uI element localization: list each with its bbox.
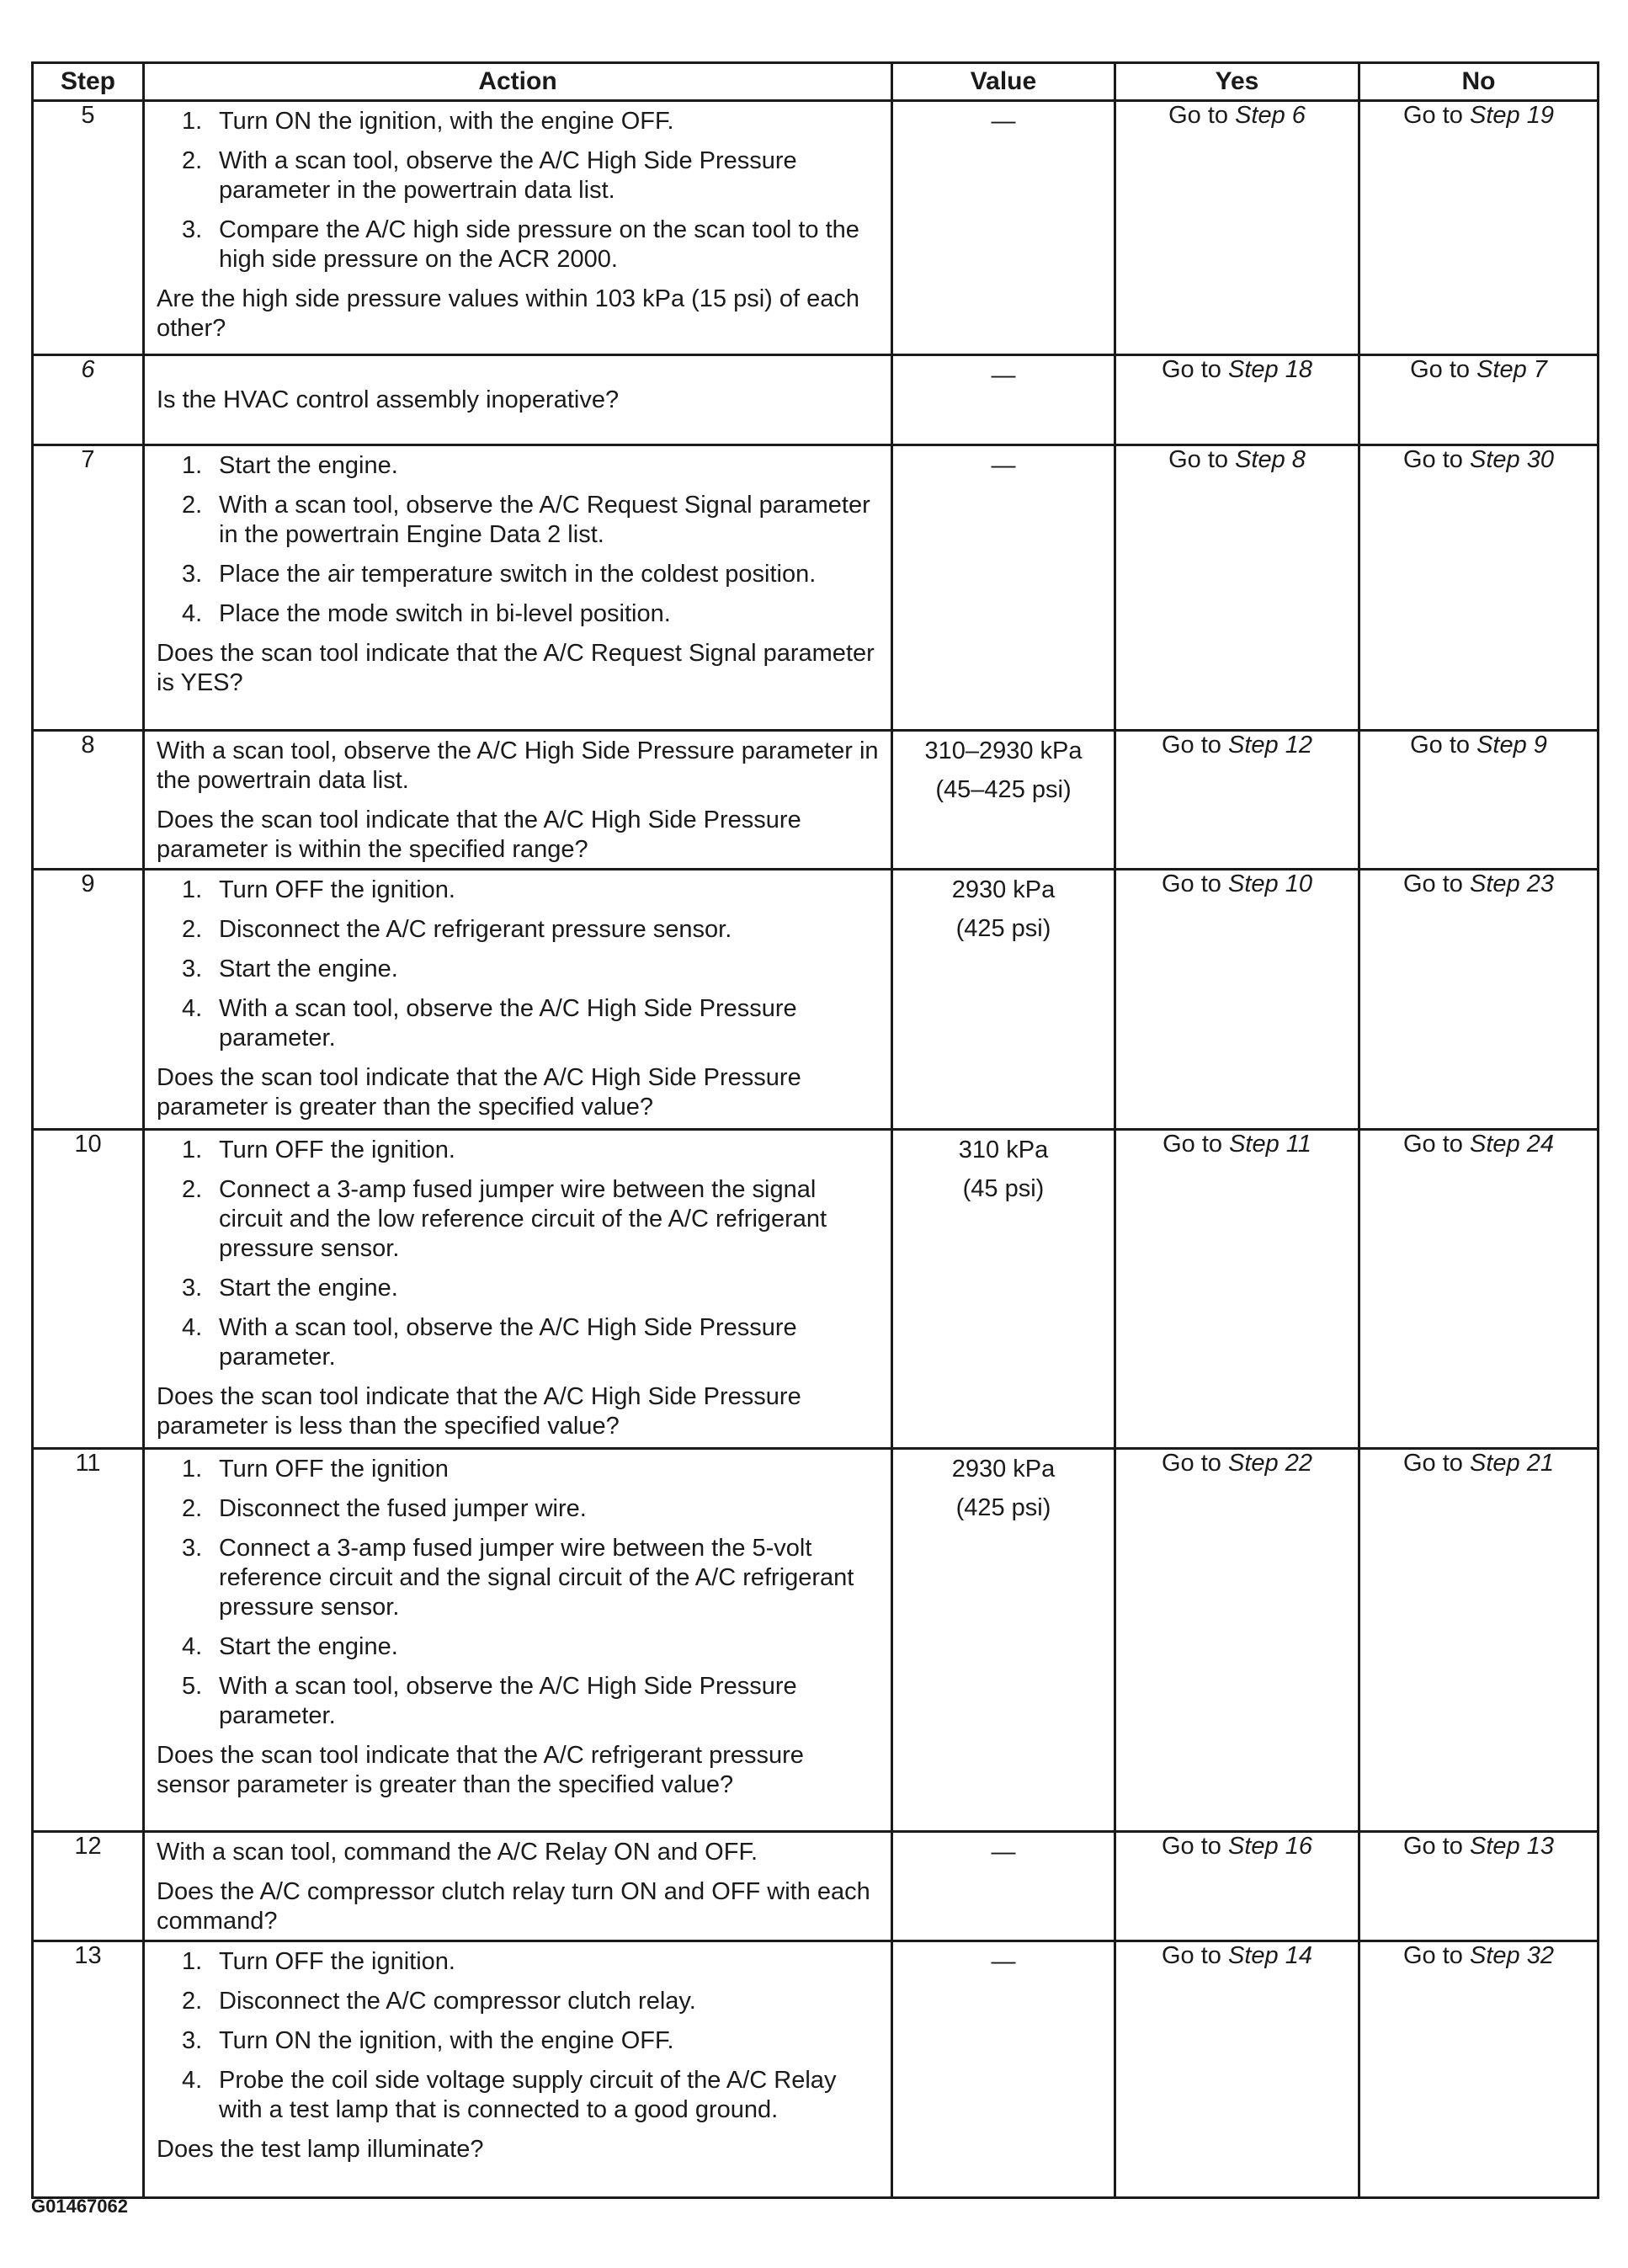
step-number: 13 (33, 1941, 144, 2198)
action-question: Is the HVAC control assembly inoperative? (157, 386, 620, 413)
action-cell (144, 445, 892, 731)
instruction-text: Turn OFF the ignition. (219, 1137, 455, 1163)
goto-step: Step 19 (1470, 102, 1554, 129)
no-cell (1359, 1130, 1599, 1449)
table-row (33, 1941, 1599, 2198)
yes-cell (1115, 1130, 1359, 1449)
instruction-number: 4. (182, 1633, 203, 1660)
action-content (145, 356, 891, 444)
instruction-text: Turn OFF the ignition. (219, 1948, 455, 1975)
instruction-item (157, 491, 879, 550)
instruction-text: Place the air temperature switch in the coldest position. (219, 561, 817, 588)
action-question: Does the scan tool indicate that the A/C High Side Pressure parameter is greater than the specified value? (157, 1064, 801, 1121)
value-cell (892, 1832, 1115, 1941)
goto-label: Go to (1162, 1833, 1221, 1860)
goto-no (1360, 1131, 1597, 1162)
instruction-number: 1. (182, 1456, 203, 1483)
value-line: — (991, 362, 1016, 389)
instruction-number: 3. (182, 2027, 203, 2054)
instruction-item (157, 915, 879, 945)
figure-id: G01467062 (31, 2196, 128, 2217)
value-cell (892, 731, 1115, 870)
goto-label: Go to (1162, 1131, 1223, 1158)
action-text: With a scan tool, command the A/C Relay ON and OFF. (157, 1839, 758, 1866)
instruction-text: Compare the A/C high side pressure on the scan tool to the high side pressure on the ACR 2000. (219, 216, 859, 273)
value-line: (45 psi) (962, 1175, 1045, 1202)
yes-cell (1115, 445, 1359, 731)
instruction-text: Disconnect the A/C refrigerant pressure sensor. (219, 916, 732, 943)
goto-label: Go to (1403, 1450, 1463, 1477)
table-row (33, 1449, 1599, 1832)
instruction-number: 5. (182, 1673, 203, 1700)
instruction-text: Connect a 3-amp fused jumper wire between the signal circuit and the low reference circuit of the A/C refrigerant pressure sensor. (219, 1176, 827, 1262)
instruction-item (157, 2026, 879, 2056)
goto-no (1360, 102, 1597, 133)
instruction-number: 3. (182, 216, 203, 243)
instruction-text: With a scan tool, observe the A/C Request Signal parameter in the powertrain Engine Data 2 list. (219, 492, 870, 548)
goto-label: Go to (1162, 870, 1221, 897)
instruction-list (157, 107, 879, 274)
instruction-text: Turn ON the ignition, with the engine OFF. (219, 108, 674, 135)
goto-step: Step 6 (1235, 102, 1306, 129)
instruction-text: Turn ON the ignition, with the engine OFF. (219, 2027, 674, 2054)
value-line: (425 psi) (955, 1494, 1051, 1521)
goto-step: Step 7 (1476, 356, 1547, 383)
no-cell (1359, 870, 1599, 1130)
instruction-number: 2. (182, 916, 203, 943)
action-question: Does the test lamp illuminate? (157, 2136, 484, 2163)
instruction-item (157, 1313, 879, 1372)
goto-step: Step 9 (1476, 732, 1547, 759)
value-cell (892, 355, 1115, 445)
instruction-text: With a scan tool, observe the A/C High Side Pressure parameter. (219, 1673, 797, 1729)
action-question: Does the scan tool indicate that the A/C High Side Pressure parameter is within the specified range? (157, 807, 801, 863)
goto-no (1360, 732, 1597, 763)
instruction-item (157, 1632, 879, 1662)
action-text: With a scan tool, observe the A/C High Side Pressure parameter in the powertrain data list. (157, 737, 879, 794)
step-number: 11 (33, 1449, 144, 1832)
instruction-number: 2. (182, 492, 203, 519)
goto-step: Step 30 (1470, 446, 1554, 473)
instruction-number: 1. (182, 1948, 203, 1975)
diagnostic-table (31, 61, 1599, 2199)
instruction-number: 2. (182, 1988, 203, 2015)
instruction-text: Turn OFF the ignition. (219, 876, 455, 903)
instruction-item (157, 2066, 879, 2125)
step-number: 5 (33, 101, 144, 355)
instruction-number: 4. (182, 1314, 203, 1341)
instruction-item (157, 955, 879, 984)
value-line: — (991, 1948, 1016, 1975)
goto-label: Go to (1162, 356, 1221, 383)
instruction-text: Disconnect the fused jumper wire. (219, 1495, 587, 1522)
action-cell (144, 870, 892, 1130)
action-content (145, 102, 891, 347)
goto-label: Go to (1403, 102, 1463, 129)
no-cell (1359, 1941, 1599, 2198)
table-row (33, 1832, 1599, 1941)
no-cell (1359, 1832, 1599, 1941)
goto-label: Go to (1403, 1942, 1463, 1969)
goto-step: Step 23 (1470, 870, 1554, 897)
instruction-text: With a scan tool, observe the A/C High Side Pressure parameter in the powertrain data list. (219, 147, 797, 204)
instruction-list (157, 451, 879, 629)
instruction-number: 3. (182, 956, 203, 982)
value-line: 2930 kPa (951, 876, 1056, 903)
value-line: (45–425 psi) (935, 776, 1072, 803)
instruction-text: With a scan tool, observe the A/C High Side Pressure parameter. (219, 995, 797, 1051)
goto-yes (1116, 1833, 1358, 1864)
no-cell (1359, 1449, 1599, 1832)
instruction-item (157, 216, 879, 274)
instruction-item (157, 107, 879, 136)
goto-label: Go to (1162, 1942, 1221, 1969)
instruction-number: 1. (182, 108, 203, 135)
header-value: Value (892, 63, 1115, 101)
action-cell (144, 731, 892, 870)
goto-yes (1116, 1131, 1358, 1162)
goto-step: Step 12 (1228, 732, 1312, 759)
yes-cell (1115, 870, 1359, 1130)
value-line: 310 kPa (958, 1137, 1049, 1163)
instruction-item (157, 146, 879, 205)
goto-step: Step 8 (1235, 446, 1306, 473)
instruction-item (157, 1987, 879, 2016)
goto-label: Go to (1403, 870, 1463, 897)
instruction-number: 1. (182, 452, 203, 479)
goto-label: Go to (1410, 356, 1471, 383)
action-cell (144, 1941, 892, 2198)
instruction-item (157, 1494, 879, 1524)
step-number: 8 (33, 731, 144, 870)
goto-step: Step 21 (1470, 1450, 1554, 1477)
step-number: 6 (33, 355, 144, 445)
no-cell (1359, 731, 1599, 870)
value-line: 2930 kPa (951, 1456, 1056, 1483)
action-cell (144, 1130, 892, 1449)
instruction-item (157, 1672, 879, 1731)
header-row (33, 63, 1599, 101)
value-line: (425 psi) (955, 915, 1051, 942)
no-cell (1359, 445, 1599, 731)
goto-step: Step 22 (1228, 1450, 1312, 1477)
instruction-list (157, 1455, 879, 1731)
goto-no (1360, 1450, 1597, 1481)
goto-yes (1116, 732, 1358, 763)
value-cell (892, 101, 1115, 355)
value-line: — (991, 452, 1016, 479)
instruction-text: Start the engine. (219, 452, 398, 479)
instruction-item (157, 599, 879, 629)
yes-cell (1115, 1941, 1359, 2198)
action-content (145, 1450, 891, 1803)
instruction-item (157, 451, 879, 481)
value-cell (892, 1130, 1115, 1449)
instruction-number: 2. (182, 1495, 203, 1522)
step-number: 12 (33, 1832, 144, 1941)
instruction-item (157, 1534, 879, 1622)
goto-yes (1116, 1450, 1358, 1481)
goto-label: Go to (1168, 446, 1229, 473)
instruction-number: 1. (182, 1137, 203, 1163)
instruction-number: 3. (182, 1275, 203, 1302)
goto-no (1360, 870, 1597, 902)
goto-no (1360, 446, 1597, 477)
action-question: Does the scan tool indicate that the A/C High Side Pressure parameter is less than the specified value? (157, 1383, 801, 1440)
instruction-item (157, 560, 879, 589)
action-content (145, 732, 891, 868)
yes-cell (1115, 731, 1359, 870)
instruction-item (157, 1947, 879, 1977)
instruction-item (157, 994, 879, 1053)
action-cell (144, 1449, 892, 1832)
table-row (33, 1130, 1599, 1449)
goto-label: Go to (1410, 732, 1471, 759)
goto-step: Step 32 (1470, 1942, 1554, 1969)
no-cell (1359, 101, 1599, 355)
instruction-text: Turn OFF the ignition (219, 1456, 449, 1483)
goto-label: Go to (1168, 102, 1229, 129)
instruction-number: 4. (182, 995, 203, 1022)
instruction-number: 3. (182, 1535, 203, 1562)
instruction-text: Connect a 3-amp fused jumper wire between the 5-volt reference circuit and the signal circuit of the A/C refrigerant pressure sensor. (219, 1535, 854, 1621)
instruction-item (157, 1274, 879, 1303)
action-question: Does the scan tool indicate that the A/C Request Signal parameter is YES? (157, 640, 875, 696)
goto-label: Go to (1403, 1833, 1463, 1860)
yes-cell (1115, 355, 1359, 445)
goto-step: Step 13 (1470, 1833, 1554, 1860)
goto-yes (1116, 1942, 1358, 1973)
goto-label: Go to (1403, 446, 1463, 473)
value-cell (892, 445, 1115, 731)
action-question: Does the A/C compressor clutch relay turn ON and OFF with each command? (157, 1878, 870, 1935)
instruction-item (157, 876, 879, 905)
goto-step: Step 18 (1228, 356, 1312, 383)
table-row (33, 355, 1599, 445)
instruction-number: 1. (182, 876, 203, 903)
instruction-list (157, 1947, 879, 2125)
goto-step: Step 14 (1228, 1942, 1312, 1969)
action-content (145, 1131, 891, 1445)
step-number: 9 (33, 870, 144, 1130)
instruction-text: Probe the coil side voltage supply circuit of the A/C Relay with a test lamp that is connected to a good ground. (219, 2067, 837, 2123)
goto-label: Go to (1403, 1131, 1463, 1158)
action-cell (144, 355, 892, 445)
instruction-text: With a scan tool, observe the A/C High Side Pressure parameter. (219, 1314, 797, 1371)
instruction-item (157, 1455, 879, 1484)
instruction-number: 2. (182, 1176, 203, 1203)
instruction-number: 2. (182, 147, 203, 174)
goto-no (1360, 1833, 1597, 1864)
goto-yes (1116, 356, 1358, 387)
table-row (33, 445, 1599, 731)
goto-label: Go to (1162, 1450, 1221, 1477)
action-cell (144, 101, 892, 355)
table-row (33, 101, 1599, 355)
action-content (145, 1833, 891, 1940)
instruction-number: 4. (182, 2067, 203, 2094)
header-no: No (1359, 63, 1599, 101)
goto-label: Go to (1162, 732, 1221, 759)
goto-step: Step 10 (1228, 870, 1312, 897)
instruction-number: 3. (182, 561, 203, 588)
instruction-text: Start the engine. (219, 1275, 398, 1302)
instruction-text: Disconnect the A/C compressor clutch relay. (219, 1988, 696, 2015)
instruction-list (157, 876, 879, 1053)
action-question: Does the scan tool indicate that the A/C refrigerant pressure sensor parameter is greater than the specified value? (157, 1742, 804, 1798)
instruction-text: Place the mode switch in bi-level position. (219, 600, 671, 627)
yes-cell (1115, 101, 1359, 355)
action-content (145, 870, 891, 1126)
table-body (33, 101, 1599, 2198)
yes-cell (1115, 1449, 1359, 1832)
goto-no (1360, 1942, 1597, 1973)
instruction-list (157, 1136, 879, 1372)
goto-yes (1116, 870, 1358, 902)
instruction-number: 4. (182, 600, 203, 627)
goto-step: Step 11 (1229, 1131, 1311, 1158)
value-line: — (991, 1839, 1016, 1866)
value-line: 310–2930 kPa (924, 737, 1083, 764)
step-number: 10 (33, 1130, 144, 1449)
goto-yes (1116, 446, 1358, 477)
header-action: Action (144, 63, 892, 101)
goto-no (1360, 356, 1597, 387)
action-content (145, 1942, 891, 2168)
instruction-text: Start the engine. (219, 1633, 398, 1660)
instruction-item (157, 1175, 879, 1264)
step-number: 7 (33, 445, 144, 731)
action-question: Are the high side pressure values within 103 kPa (15 psi) of each other? (157, 285, 860, 342)
header-step: Step (33, 63, 144, 101)
table-row (33, 870, 1599, 1130)
table-row (33, 731, 1599, 870)
value-cell (892, 870, 1115, 1130)
action-cell (144, 1832, 892, 1941)
value-cell (892, 1941, 1115, 2198)
yes-cell (1115, 1832, 1359, 1941)
goto-step: Step 16 (1228, 1833, 1312, 1860)
goto-step: Step 24 (1470, 1131, 1554, 1158)
instruction-text: Start the engine. (219, 956, 398, 982)
action-content (145, 446, 891, 701)
no-cell (1359, 355, 1599, 445)
header-yes: Yes (1115, 63, 1359, 101)
value-line: — (991, 108, 1016, 135)
goto-yes (1116, 102, 1358, 133)
instruction-item (157, 1136, 879, 1165)
value-cell (892, 1449, 1115, 1832)
